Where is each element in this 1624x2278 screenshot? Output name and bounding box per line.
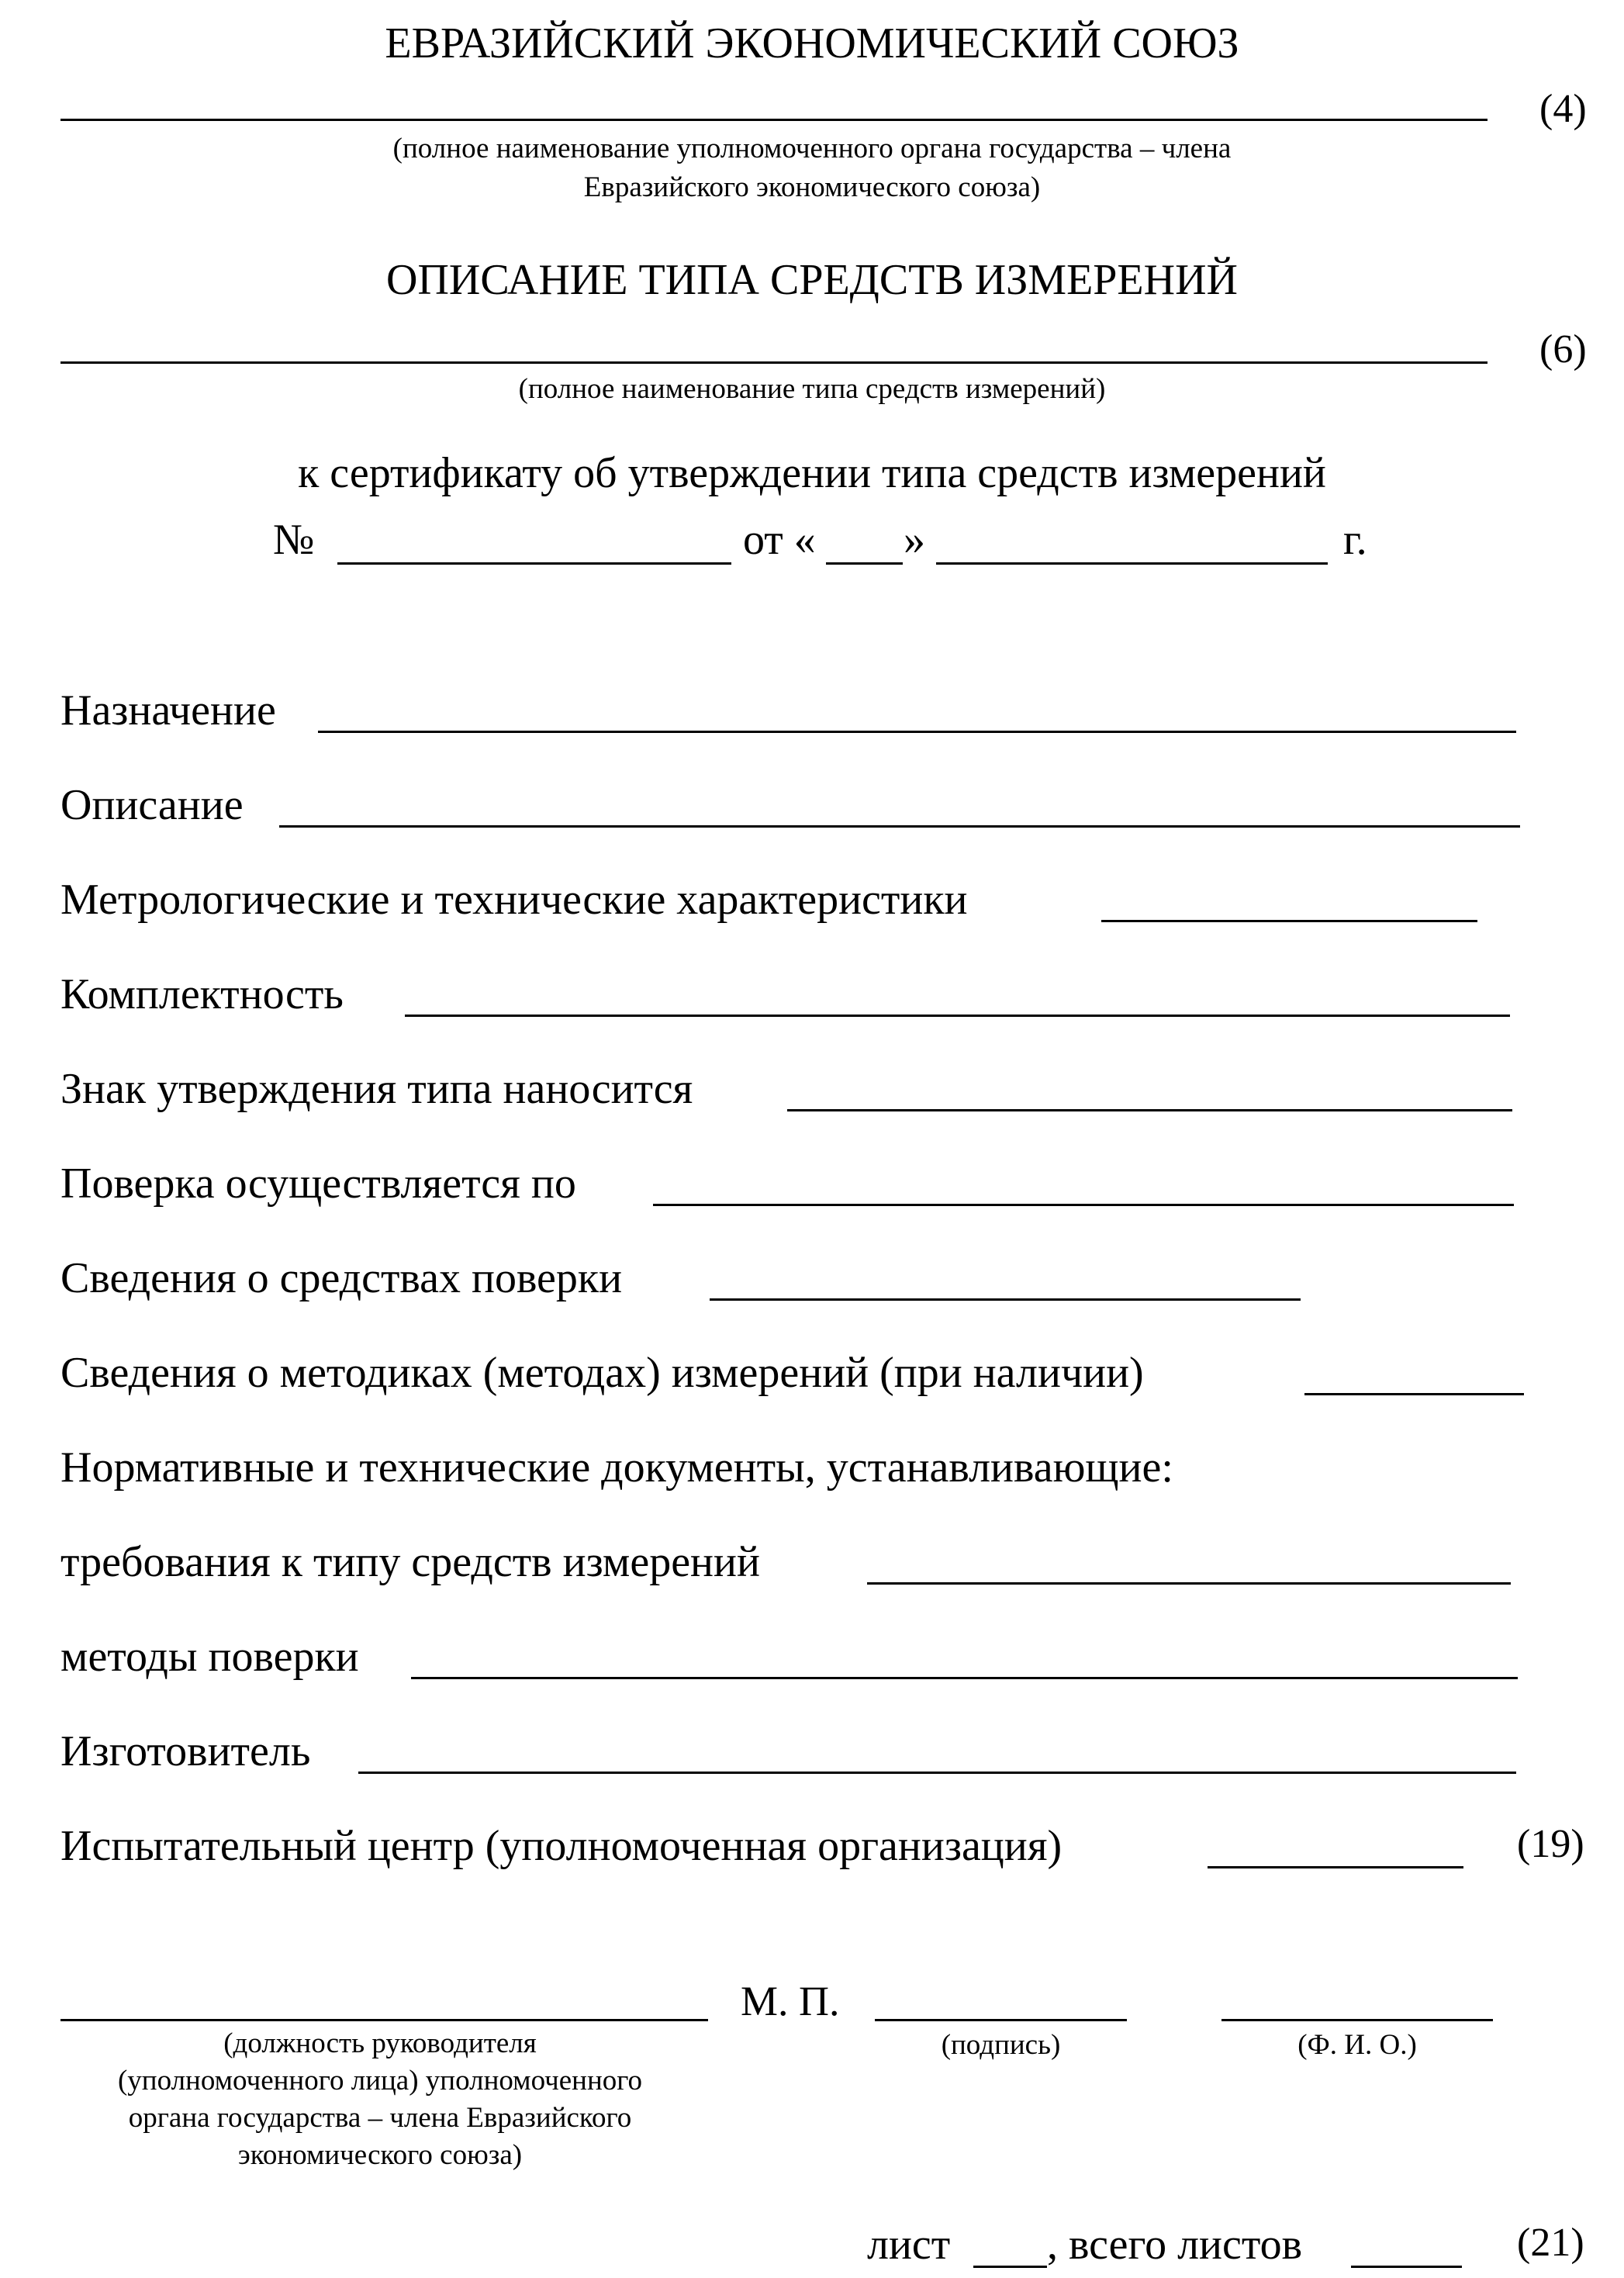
field-completeness-line[interactable] (405, 1015, 1510, 1017)
sheet-number-line[interactable] (973, 2266, 1047, 2268)
position-caption-3: органа государства – члена Евразийского (128, 2102, 632, 2134)
stamp-label: М. П. (741, 1978, 840, 2024)
field-characteristics-line[interactable] (1101, 920, 1477, 922)
full-name-line[interactable] (1221, 2019, 1493, 2021)
total-sheets-label: , всего листов (1047, 2221, 1303, 2269)
position-caption-4: экономического союза) (237, 2139, 523, 2171)
field-type-requirements-label: требования к типу средств измерений (60, 1538, 760, 1586)
full-name-caption: (Ф. И. О.) (1297, 2029, 1417, 2061)
field-verification-means-line[interactable] (710, 1298, 1301, 1301)
field-verification-means-label: Сведения о средствах поверки (60, 1254, 623, 1302)
certificate-day-line[interactable] (826, 562, 903, 565)
field-test-center-line[interactable] (1208, 1866, 1463, 1868)
certificate-month-year-line[interactable] (936, 562, 1328, 565)
position-signature-line[interactable] (60, 2019, 708, 2021)
field-methods-line[interactable] (1304, 1393, 1524, 1395)
signature-caption: (подпись) (941, 2029, 1061, 2061)
field-test-center-label: Испытательный центр (уполномоченная организация) (60, 1822, 1063, 1870)
field-approval-mark-line[interactable] (787, 1109, 1512, 1111)
ref-4: (4) (1539, 87, 1587, 131)
position-caption-1: (должность руководителя (223, 2027, 537, 2059)
field-methods-label: Сведения о методиках (методах) измерений (при наличии) (60, 1349, 1144, 1397)
quote-close: » (904, 516, 925, 564)
certificate-line: к сертификату об утверждении типа средств измерений (298, 449, 1326, 497)
field-characteristics-label: Метрологические и технические характеристики (60, 876, 968, 924)
authority-name-line[interactable] (60, 119, 1488, 121)
from-label: от « (743, 516, 816, 564)
type-caption: (полное наименование типа средств измерений) (518, 373, 1106, 405)
field-purpose-line[interactable] (318, 731, 1516, 733)
total-sheets-line[interactable] (1351, 2266, 1462, 2268)
type-name-line[interactable] (60, 361, 1488, 364)
field-approval-mark-label: Знак утверждения типа наносится (60, 1065, 693, 1113)
field-type-requirements-line[interactable] (867, 1582, 1511, 1585)
ref-6: (6) (1539, 327, 1587, 372)
document-title: ОПИСАНИЕ ТИПА СРЕДСТВ ИЗМЕРЕНИЙ (386, 256, 1238, 304)
field-completeness-label: Комплектность (60, 970, 344, 1018)
ref-19: (19) (1517, 1822, 1584, 1866)
signature-line[interactable] (875, 2019, 1127, 2021)
field-verification-methods-line[interactable] (411, 1677, 1518, 1679)
field-normative-docs-label: Нормативные и технические документы, устанавливающие: (60, 1443, 1173, 1492)
field-description-line[interactable] (279, 825, 1520, 828)
field-purpose-label: Назначение (60, 686, 276, 735)
certificate-number-line[interactable] (337, 562, 731, 565)
field-verification-line[interactable] (653, 1204, 1514, 1206)
position-caption-2: (уполномоченного лица) уполномоченного (117, 2065, 643, 2097)
sheet-label: лист (867, 2221, 951, 2269)
field-manufacturer-line[interactable] (358, 1772, 1516, 1774)
ref-21: (21) (1517, 2221, 1584, 2265)
field-description-label: Описание (60, 781, 244, 829)
field-verification-label: Поверка осуществляется по (60, 1160, 576, 1208)
authority-caption-1: (полное наименование уполномоченного органа государства – члена (392, 133, 1232, 164)
field-verification-methods-label: методы поверки (60, 1633, 359, 1681)
number-sign: № (273, 516, 315, 564)
field-manufacturer-label: Изготовитель (60, 1727, 311, 1775)
year-suffix: г. (1343, 516, 1367, 564)
union-title: ЕВРАЗИЙСКИЙ ЭКОНОМИЧЕСКИЙ СОЮЗ (385, 19, 1239, 67)
authority-caption-2: Евразийского экономического союза) (583, 171, 1041, 203)
